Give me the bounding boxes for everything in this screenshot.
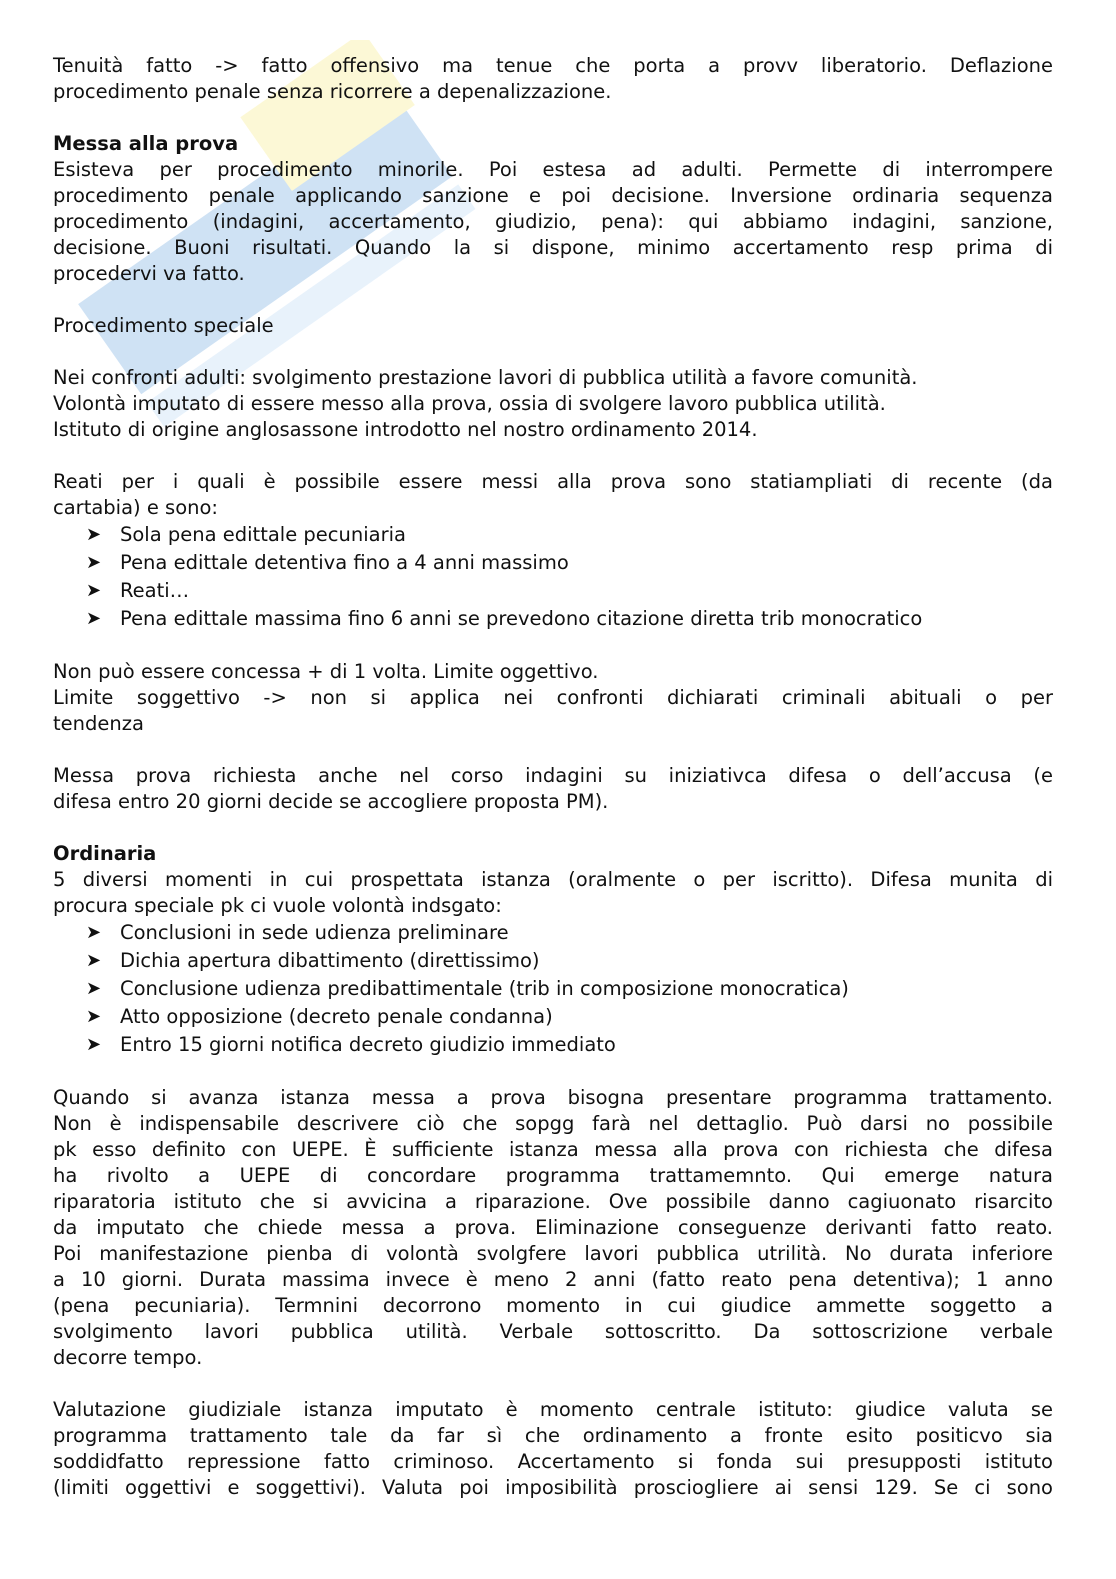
list-item [53,947,1053,975]
paragraph [53,313,1053,339]
list-item-text: Conclusione udienza predibattimentale (trib in composizione monocratica) [120,977,849,1000]
section-heading [53,841,1053,867]
paragraph-line: svolgimento lavori pubblica utilità. Verbale sottoscritto. Da sottoscrizione verbale [53,1320,1053,1343]
list-item-text: Pena edittale massima fino 6 anni se prevedono citazione diretta trib monocratico [120,607,923,630]
paragraph [53,469,1053,521]
list-item [53,1003,1053,1031]
paragraph-line: Volontà imputato di essere messo alla prova, ossia di svolgere lavoro pubblica utilità. [53,392,886,415]
paragraph-line: procedimento penale applicando sanzione e poi decisione. Inversione ordinaria sequenza [53,184,1053,207]
paragraph-line: ha rivolto a UEPE di concordare programma trattamemnto. Qui emerge natura [53,1164,1053,1187]
paragraph-line: cartabia) e sono: [53,496,218,519]
paragraph-line: procedervi va fatto. [53,262,245,285]
paragraph [53,685,1053,737]
paragraph-line: difesa entro 20 giorni decide se accogliere proposta PM). [53,790,609,813]
paragraph [53,365,1053,443]
paragraph-line: Limite soggettivo -> non si applica nei confronti dichiarati criminali abituali o per [53,686,1053,709]
arrow-bullet-icon: ➤ [86,580,102,601]
list-item [53,605,1053,633]
paragraph-line: Non può essere concessa + di 1 volta. Limite oggettivo. [53,660,599,683]
paragraph-line: procedimento (indagini, accertamento, giudizio, pena): qui abbiamo indagini, sanzione, [53,210,1053,233]
section-heading-text: Messa alla prova [53,132,239,155]
arrow-bullet-icon: ➤ [86,552,102,573]
list-item-text: Conclusioni in sede udienza preliminare [120,921,509,944]
section-heading-text: Ordinaria [53,842,157,865]
arrow-bullet-icon: ➤ [86,978,102,999]
paragraph-line: Messa prova richiesta anche nel corso indagini su iniziativca difesa o dell’accusa (e [53,764,1053,787]
paragraph-line: Nei confronti adulti: svolgimento prestazione lavori di pubblica utilità a favore comunità. [53,366,918,389]
paragraph-line: decisione. Buoni risultati. Quando la si dispone, minimo accertamento resp prima di [53,236,1053,259]
paragraph [53,1085,1053,1371]
paragraph-line: pk esso definito con UEPE. È sufficiente istanza messa alla prova con richiesta che difesa [53,1138,1053,1161]
paragraph-line: Reati per i quali è possibile essere messi alla prova sono statiampliati di recente (da [53,470,1053,493]
arrow-bullet-icon: ➤ [86,1006,102,1027]
list-item-text: Dichia apertura dibattimento (direttissimo) [120,949,540,972]
paragraph [53,1397,1053,1501]
arrow-bullet-icon: ➤ [86,922,102,943]
paragraph-line: Non è indispensabile descrivere ciò che sopgg farà nel dettaglio. Può darsi no possibile [53,1112,1053,1135]
paragraph [53,763,1053,815]
paragraph-line: Poi manifestazione pienba di volontà svolgfere lavori pubblica utrilità. No durata inferiore [53,1242,1053,1265]
list-item [53,1031,1053,1059]
arrow-bullet-icon: ➤ [86,608,102,629]
paragraph-line: Esisteva per procedimento minorile. Poi estesa ad adulti. Permette di interrompere [53,158,1053,181]
arrow-bullet-icon: ➤ [86,1034,102,1055]
paragraph [53,53,1053,105]
paragraph-line: soddidfatto repressione fatto criminoso. Accertamento si fonda sui presupposti istituto [53,1450,1053,1473]
list-item-text: Entro 15 giorni notifica decreto giudizio immediato [120,1033,616,1056]
list-item [53,919,1053,947]
paragraph-line: tendenza [53,712,144,735]
paragraph-line: a 10 giorni. Durata massima invece è meno 2 anni (fatto reato pena detentiva); 1 anno [53,1268,1053,1291]
arrow-bullet-icon: ➤ [86,524,102,545]
list-item [53,975,1053,1003]
paragraph-line: decorre tempo. [53,1346,203,1369]
paragraph-line: programma trattamento tale da far sì che ordinamento a fronte esito positicvo sia [53,1424,1053,1447]
bullet-list [53,521,1053,633]
bullet-list [53,919,1053,1059]
list-item-text: Reati… [120,579,190,602]
paragraph [53,867,1053,919]
paragraph [53,157,1053,287]
paragraph-line: riparatoria istituto che si avvicina a riparazione. Ove possibile danno cagiuonato risarcito [53,1190,1053,1213]
list-item-text: Sola pena edittale pecuniaria [120,523,406,546]
paragraph-line: procedimento penale senza ricorrere a depenalizzazione. [53,80,612,103]
list-item [53,521,1053,549]
paragraph-line: Valutazione giudiziale istanza imputato è momento centrale istituto: giudice valuta se [53,1398,1053,1421]
list-item-text: Atto opposizione (decreto penale condanna) [120,1005,553,1028]
paragraph-line: Quando si avanza istanza messa a prova bisogna presentare programma trattamento. [53,1086,1053,1109]
paragraph-line: procura speciale pk ci vuole volontà indsgato: [53,894,502,917]
paragraph-line: Procedimento speciale [53,314,274,337]
arrow-bullet-icon: ➤ [86,950,102,971]
section-heading [53,131,1053,157]
paragraph [53,659,1053,685]
paragraph-line: (limiti oggettivi e soggettivi). Valuta poi imposibilità prosciogliere ai sensi 129. Se ci sono [53,1476,1053,1499]
paragraph-line: Tenuità fatto -> fatto offensivo ma tenue che porta a provv liberatorio. Deflazione [53,54,1053,77]
paragraph-line: 5 diversi momenti in cui prospettata istanza (oralmente o per iscritto). Difesa munita di [53,868,1053,891]
list-item-text: Pena edittale detentiva fino a 4 anni massimo [120,551,569,574]
list-item [53,577,1053,605]
document-page [53,53,1053,1501]
paragraph-line: (pena pecuniaria). Termnini decorrono momento in cui giudice ammette soggetto a [53,1294,1053,1317]
paragraph-line: Istituto di origine anglosassone introdotto nel nostro ordinamento 2014. [53,418,758,441]
paragraph-line: da imputato che chiede messa a prova. Eliminazione conseguenze derivanti fatto reato. [53,1216,1053,1239]
list-item [53,549,1053,577]
